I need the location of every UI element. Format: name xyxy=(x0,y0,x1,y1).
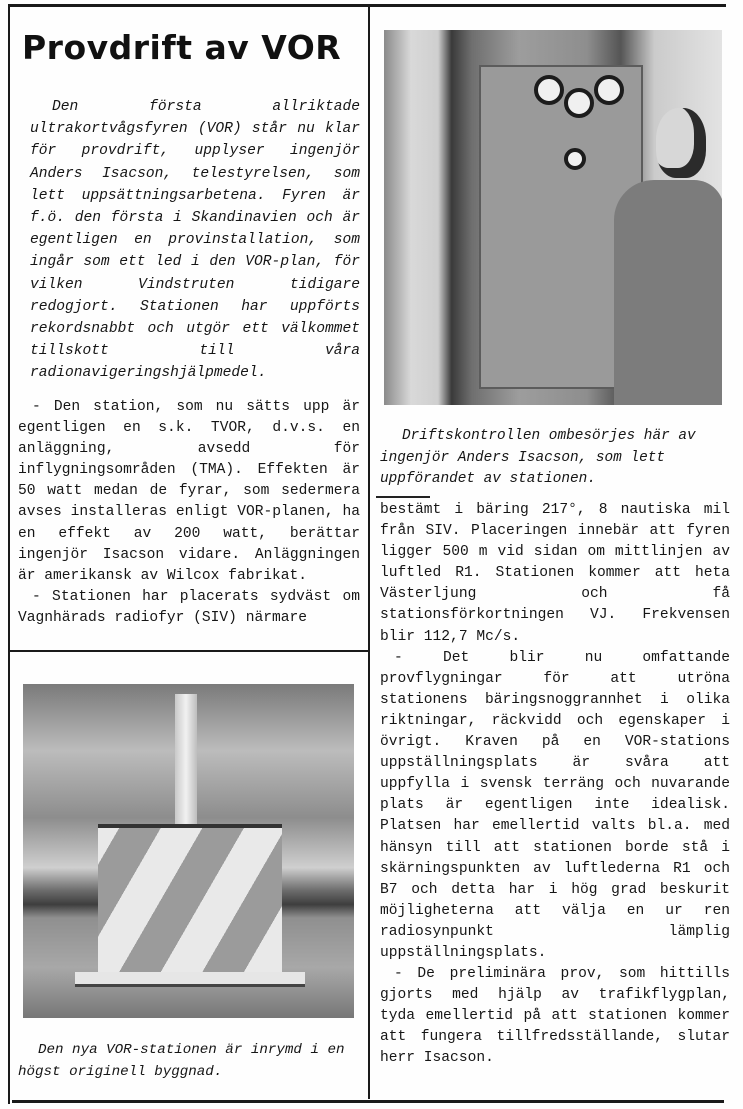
meter-icon xyxy=(564,88,594,118)
caption-text: Driftskontrollen ombesörjes här av ingenjör Anders Isacson, som lett uppförandet av stationen. xyxy=(380,428,696,487)
intro-paragraph: Den första allriktade ultrakortvågsfyren (VOR) står nu klar för provdrift, upplyser ingenjör Anders Isacson, telestyrelsen, som lett uppsättningsarbetena. Fyren är f.ö. den första i Skandinavien och är egentligen en provinstallation, som ingår som ett led i den VOR-plan, för vilken Vindstruten tidigare redogjort. Stationen har uppförts rekordsnabbt och utgör ett välkommet tillskott till våra radionavigeringshjälpmedel. xyxy=(30,99,360,382)
left-border-rule xyxy=(8,4,10,1104)
top-border-rule xyxy=(8,4,726,7)
bottom-border-rule xyxy=(12,1100,724,1103)
control-room-caption xyxy=(380,426,730,491)
body-paragraph: bestämt i bäring 217°, 8 nautiska mil från SIV. Placeringen innebär att fyren ligger 500 m vid sidan om mittlinjen av luftled R1. Stationen kommer att heta Västerljung och få stationsförkortningen VJ. Frekvensen blir 112,7 Mc/s. xyxy=(380,502,730,645)
section-divider-rule xyxy=(8,650,368,652)
meter-icon xyxy=(534,75,564,105)
striped-station-building xyxy=(98,824,282,978)
meter-icon xyxy=(594,75,624,105)
dial-icon xyxy=(564,148,586,170)
column-divider-rule xyxy=(368,4,370,1099)
caption-text: Den nya VOR-stationen är inrymd i en högst originell byggnad. xyxy=(18,1042,345,1080)
right-column-body xyxy=(380,500,730,1070)
antenna-pole xyxy=(175,694,197,834)
vor-station-photo xyxy=(23,684,354,1018)
body-paragraph: - Det blir nu omfattande provflygningar för att utröna stationens bäringsnoggrannhet i olika riktningar, räckvidd och egenskaper i övrigt. Kraven på en VOR-stations uppställningsplats är svåra att uppfylla i svensk terräng och nuvarande plats är egentligen inte idealisk. Platsen har emellertid valts bl.a. med hänsyn till att stationen borde stå i skärningspunkten av luftlederna R1 och B7 och detta har i hög grad beskurit möjligheterna att välja en ur ren radiosynpunkt lämplig uppställningsplats. xyxy=(380,649,730,961)
article-intro xyxy=(30,96,360,385)
body-paragraph: - Stationen har placerats sydväst om Vagnhärads radiofyr (SIV) närmare xyxy=(18,588,360,626)
body-paragraph: - Den station, som nu sätts upp är egentligen en s.k. TVOR, d.v.s. en anläggning, avsedd för inflygningsområden (TMA). Effekten är 50 watt medan de fyrar, som sedermera avses installeras enligt VOR-planen, ha en effekt av 200 watt, berättar ingenjör Isacson vidare. Anläggningen är amerikansk av Wilcox fabrikat. xyxy=(18,399,360,584)
body-paragraph: - De preliminära prov, som hittills gjorts med hjälp av trafikflygplan, tyda emellertid på att stationen kommer att fungera tillfredsställande, slutar herr Isacson. xyxy=(380,966,730,1067)
short-divider-rule xyxy=(376,496,430,498)
control-room-photo xyxy=(384,30,722,405)
engineer-head xyxy=(656,108,706,178)
left-column-body xyxy=(18,397,360,629)
engineer-figure xyxy=(614,180,722,405)
station-caption xyxy=(18,1040,363,1083)
station-platform xyxy=(75,972,305,987)
article-title: Provdrift av VOR xyxy=(22,28,342,67)
